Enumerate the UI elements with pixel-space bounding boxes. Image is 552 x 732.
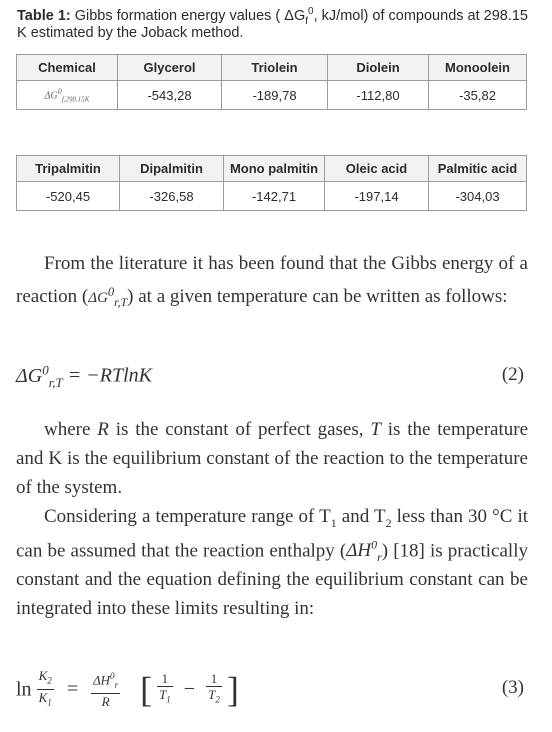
para1-text-a: From the literature it has been found that the Gibbs energy of a reaction ( xyxy=(16,253,528,307)
eq3-ln: ln xyxy=(16,678,32,701)
header-cell: Triolein xyxy=(222,55,328,81)
eq3-k-den xyxy=(37,690,54,711)
value-cell: -304,03 xyxy=(429,182,527,211)
eq3-k1-sub: 1 xyxy=(47,697,52,708)
para2-text-b: is the constant of perfect gases, xyxy=(108,419,371,440)
eq3-dh-sub: r xyxy=(114,680,119,691)
paragraph-temperature-range xyxy=(16,502,528,623)
header-cell: Monoolein xyxy=(429,55,527,81)
para3-sub-2: 2 xyxy=(385,515,392,530)
table-header-row xyxy=(17,55,527,81)
header-cell: Diolein xyxy=(328,55,429,81)
para3-sub-1: 1 xyxy=(330,515,337,530)
para1-text-b: ) at a given temperature can be written as follows: xyxy=(127,286,508,307)
eq3-t2-sub: 2 xyxy=(215,694,220,705)
gibbs-table-1 xyxy=(16,54,527,110)
eq3-one-a: 1 xyxy=(157,671,173,687)
caption-text-a: Gibbs formation energy values ( ΔG xyxy=(70,8,306,24)
value-cell: -112,80 xyxy=(328,81,429,110)
para1-math-sub: r,T xyxy=(114,295,128,309)
header-cell: Palmitic acid xyxy=(429,156,527,182)
eq3-inv-t1 xyxy=(157,671,173,708)
para1-math-base: ΔG xyxy=(88,290,108,306)
symbol-base: ΔG xyxy=(44,90,58,102)
eq2-lhs-sup: 0 xyxy=(42,362,49,377)
para3-text-c: less than 30 °C it can be assumed that the reaction enthalpy ( xyxy=(16,506,529,562)
header-cell: Dipalmitin xyxy=(120,156,224,182)
para2-var-t: T xyxy=(370,419,381,440)
gibbs-table-2 xyxy=(16,155,527,211)
eq3-one-b: 1 xyxy=(206,671,222,687)
symbol-sup: 0 xyxy=(57,86,62,96)
table-row xyxy=(17,182,527,211)
header-cell: Tripalmitin xyxy=(17,156,120,182)
right-bracket: ] xyxy=(226,669,239,710)
eq3-k1: K xyxy=(38,689,48,705)
eq3-dh: ΔH xyxy=(93,672,111,688)
header-cell: Oleic acid xyxy=(325,156,429,182)
header-cell: Chemical xyxy=(17,55,118,81)
eq3-k-num xyxy=(37,668,54,690)
table-row xyxy=(17,81,527,110)
header-cell: Mono palmitin xyxy=(224,156,325,182)
eq3-dh-sup: 0 xyxy=(110,671,115,682)
eq3-h-num xyxy=(91,669,120,694)
paragraph-gibbs-intro xyxy=(16,249,528,313)
symbol-cell xyxy=(17,81,118,110)
caption-text-b: , kJ/mol) of compounds at 298.15 K estimated by the Joback method. xyxy=(17,8,529,41)
eq3-equals: = xyxy=(66,678,79,701)
para3-text-d: ) [18] is practically constant and the equation defining the equilibrium constant can be integrated into these limits resulting in: xyxy=(16,540,528,620)
table-header-row xyxy=(17,156,527,182)
para1-math xyxy=(88,285,128,309)
eq2-lhs-base: ΔG xyxy=(16,364,43,387)
paragraph-where xyxy=(16,415,528,502)
eq3-h-fraction xyxy=(91,669,120,709)
eq3-inv-t2 xyxy=(206,671,222,708)
value-cell: -189,78 xyxy=(222,81,328,110)
value-cell: -543,28 xyxy=(118,81,222,110)
value-cell: -142,71 xyxy=(224,182,325,211)
eq2-lhs xyxy=(16,362,63,390)
para3-math-sup: 0 xyxy=(371,538,378,552)
para2-var-r: R xyxy=(97,419,109,440)
eq3-minus: − xyxy=(183,678,196,701)
eq3-k2: K xyxy=(38,668,48,684)
eq3-h-den: R xyxy=(101,694,110,710)
eq3-t1 xyxy=(157,687,173,708)
equation-3 xyxy=(16,660,528,716)
eq3-k-fraction xyxy=(37,668,54,710)
eq3-k2-sub: 2 xyxy=(47,675,52,686)
para1-math-sup: 0 xyxy=(107,285,115,299)
eq2-rhs: = −RTlnK xyxy=(62,364,153,387)
table-label: Table 1: xyxy=(17,8,71,24)
value-cell: -520,45 xyxy=(17,182,120,211)
equation-number: (2) xyxy=(501,364,524,385)
left-bracket: [ xyxy=(140,669,153,710)
eq2-lhs-sub: r,T xyxy=(48,374,63,390)
para3-text-a: Considering a temperature range of T xyxy=(44,506,331,527)
value-cell: -35,82 xyxy=(429,81,527,110)
symbol-sub: f,298,15K xyxy=(61,95,90,104)
caption-sup: 0 xyxy=(308,6,314,18)
para2-text-c: is the temperature and K is the equilibrium constant of the reaction to the temperature of the system. xyxy=(16,419,528,498)
eq3-t2-base: T xyxy=(208,687,216,703)
para3-math xyxy=(346,538,382,565)
table-caption xyxy=(17,8,537,42)
eq3-t2 xyxy=(206,687,222,708)
equation-2 xyxy=(16,362,528,396)
para2-text-a: where xyxy=(44,419,98,440)
caption-sub: f xyxy=(305,15,309,27)
para3-math-base: ΔH xyxy=(346,540,372,562)
header-cell: Glycerol xyxy=(118,55,222,81)
eq3-t1-sub: 1 xyxy=(166,694,171,705)
para3-text-b: and T xyxy=(336,506,386,527)
value-cell: -326,58 xyxy=(120,182,224,211)
value-cell: -197,14 xyxy=(325,182,429,211)
para3-math-sub: r xyxy=(377,550,382,565)
eq3-t1-base: T xyxy=(159,687,167,703)
equation-number: (3) xyxy=(501,677,524,698)
